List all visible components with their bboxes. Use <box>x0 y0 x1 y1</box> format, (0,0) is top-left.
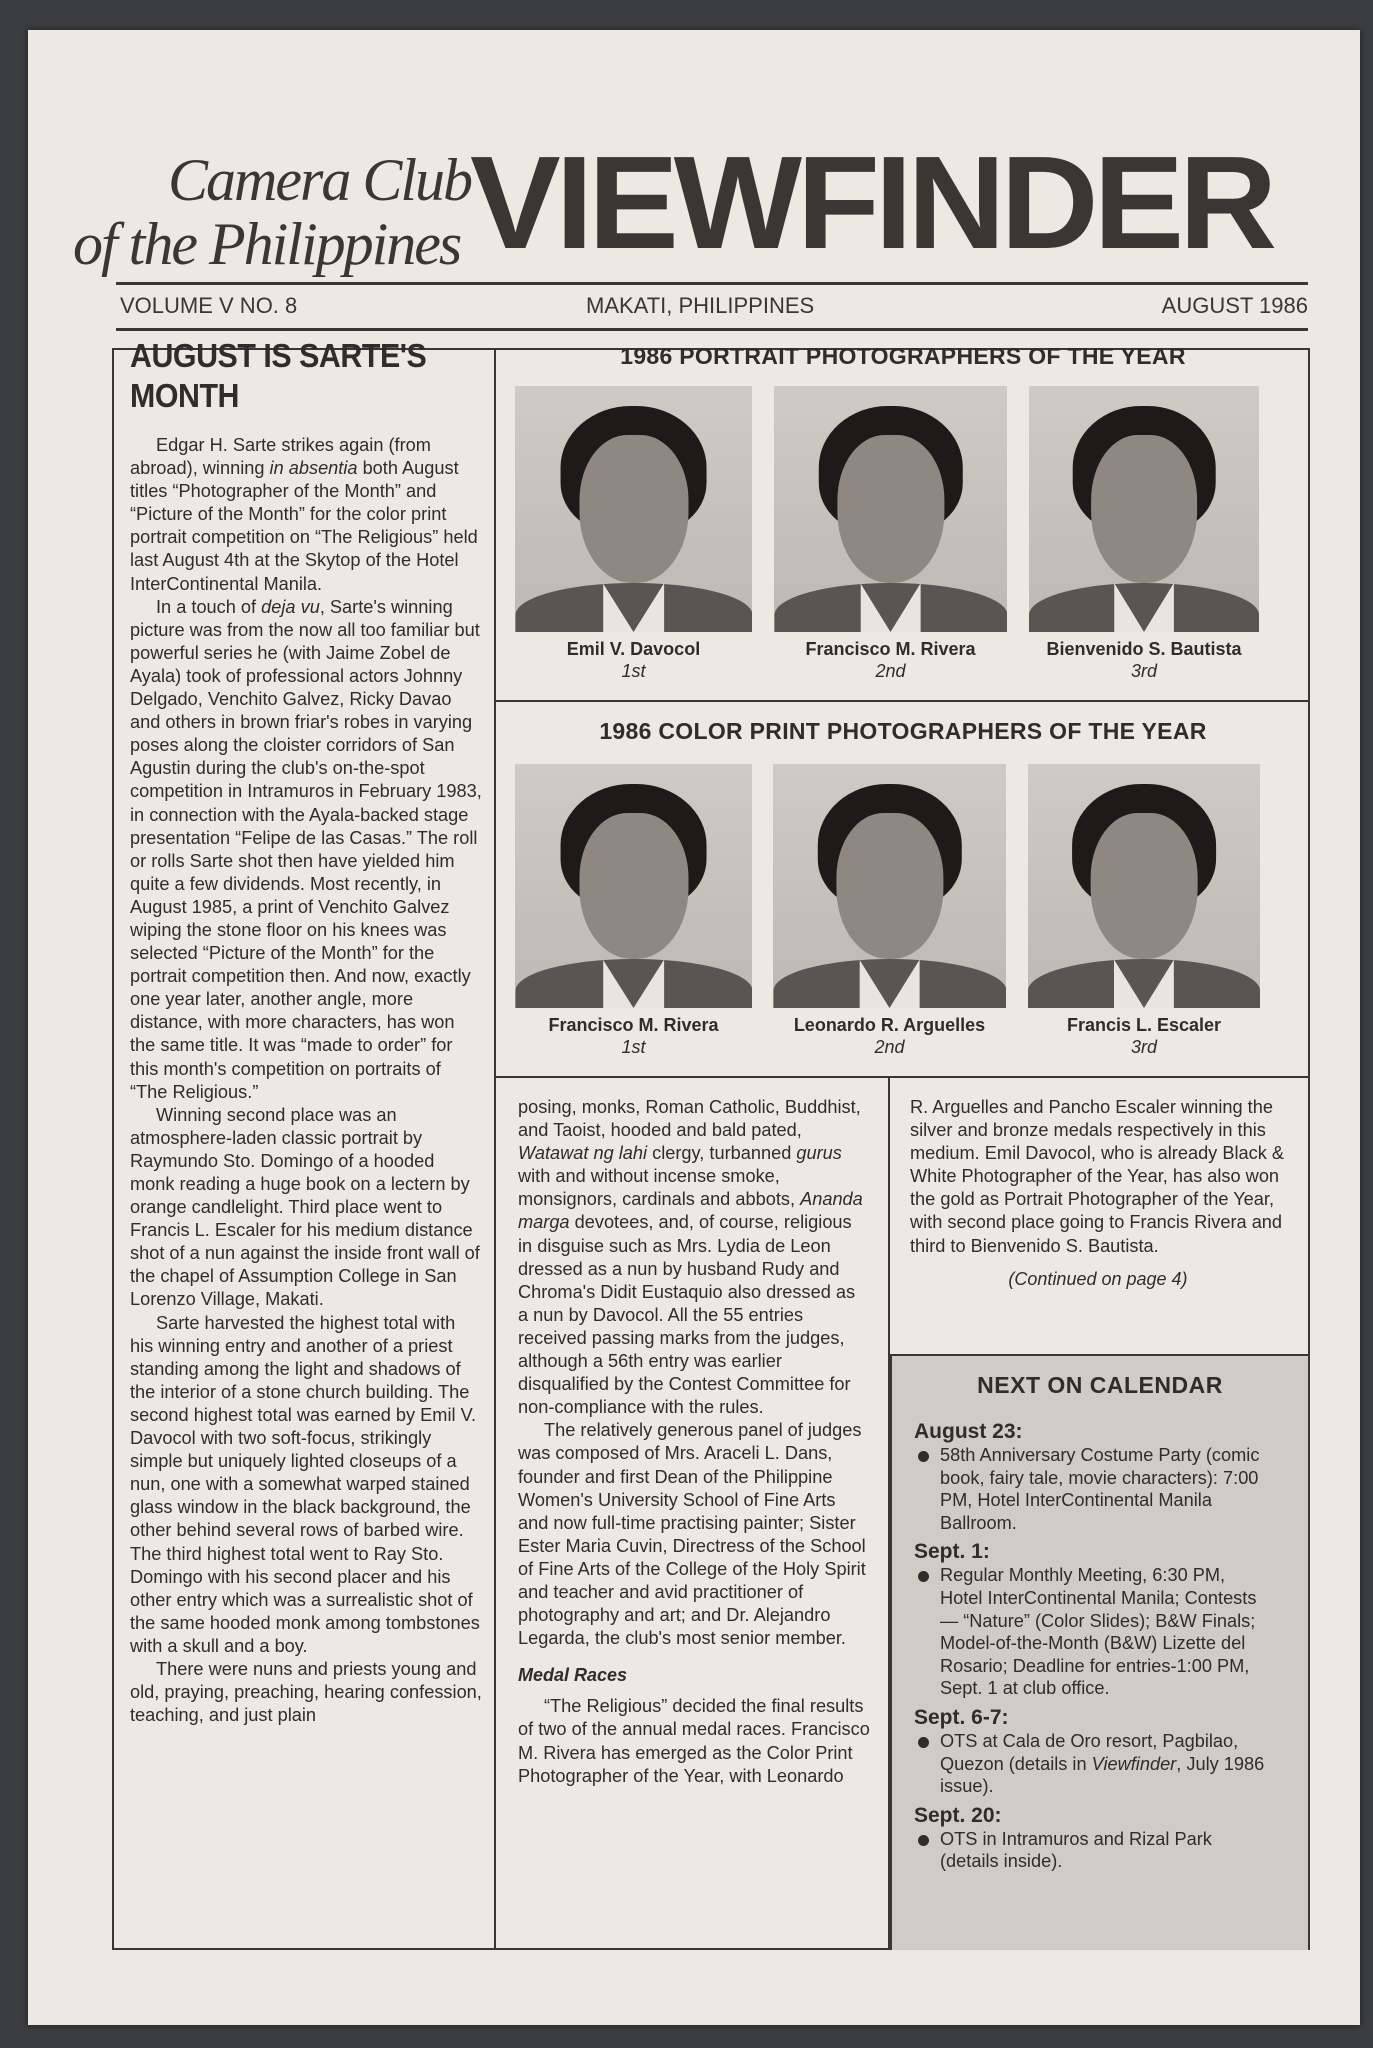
logo-line-1: Camera Club <box>168 147 472 213</box>
middle-body <box>518 1096 870 1788</box>
text-run: posing, monks, Roman Catholic, Buddhist, and Taoist, hooded and bald pated, <box>518 1097 861 1141</box>
lead-paragraph: There were nuns and priests young and old, praying, preaching, hearing confession, teaching, and just plain <box>130 1658 482 1726</box>
text-run: In a touch of <box>156 596 262 617</box>
color-photo-2 <box>773 764 1006 1008</box>
text-run: , Sarte's winning picture was from the now all too familiar but powerful series he (with Jaime Zobel de Ayala) took of professional actors Johnny Delgado, Venchito Galvez, Ricky Davao and others in brown friar's robes in varying poses along the cloister corridors of San Agustin during the club's on-the-spot competition in Intramuros in February 1983, in connection with the Ayala-backed stage presentation “Felipe de las Casas.” The roll or rolls Sarte shot then have yielded him quite a few dividends. Most recently, in August 1985, a print of Venchito Galvez wiping the stone floor on his knees was selected “Picture of the Month” for the portrait competition then. And now, exactly one year later, another angle, more distance, with more characters, has won the same title. It was “made to order” for this month's competition on portraits of “The Religious.” <box>130 596 482 1102</box>
medal-races-subhead: Medal Races <box>518 1665 628 1686</box>
text-run: with and without incense smoke, monsignors, cardinals and abbots, <box>518 1166 801 1210</box>
photo-figure <box>774 583 1007 632</box>
text-run-italic: deja vu <box>261 596 320 617</box>
winner-name: Francisco M. Rivera <box>548 1015 719 1035</box>
winner-name: Bienvenido S. Bautista <box>1046 639 1242 659</box>
winner-name: Leonardo R. Arguelles <box>793 1015 986 1035</box>
color-caption-3 <box>1018 1014 1270 1058</box>
section-divider-1 <box>494 700 1308 702</box>
text-run: Edgar H. Sarte strikes again (from abroad), winning <box>130 435 431 479</box>
lead-body <box>130 434 482 1727</box>
color-photo-3 <box>1028 764 1260 1008</box>
right-column <box>910 1096 1286 1291</box>
photo-figure <box>773 959 1006 1008</box>
lead-paragraph <box>130 596 482 1104</box>
text-run: clergy, turbanned <box>647 1143 797 1164</box>
calendar-event <box>914 1828 1270 1873</box>
middle-paragraph: The relatively generous panel of judges was composed of Mrs. Araceli L. Dans, founder and first Dean of the Philippine Women's University School of Fine Arts and now full-time practising painter; Sister Ester Maria Cuvin, Directress of the School of Fine Arts of the College of the Holy Spirit and teacher and avid practitioner of photography and art; and Dr. Alejandro Legarda, the club's most senior member. <box>518 1420 866 1649</box>
bullet-icon <box>918 1835 929 1846</box>
photo-face <box>836 813 943 959</box>
portrait-caption-3 <box>1019 638 1269 682</box>
middle-paragraph: “The Religious” decided the final results of two of the annual medal races. Francisco M. Rivera has emerged as the Color Print Photographer of the Year, with Leonardo <box>518 1696 870 1786</box>
photo-face <box>1091 813 1198 959</box>
portrait-photo-1 <box>515 386 752 632</box>
continued-note: (Continued on page 4) <box>1008 1268 1188 1289</box>
lead-paragraph <box>130 434 482 596</box>
right-body <box>910 1096 1286 1291</box>
event-text: , July 1986 issue). <box>940 1753 1265 1797</box>
event-text-italic: Viewfinder <box>1091 1753 1177 1774</box>
text-run: both August titles “Photographer of the Month” and “Picture of the Month” for the color print portrait competition on “The Religious” held last August 4th at the Skytop of the Hotel InterContinental Manila. <box>130 458 478 594</box>
column-divider-left <box>494 348 496 1950</box>
volume-number: VOLUME V NO. 8 <box>120 293 298 318</box>
portrait-photo-2 <box>774 386 1007 632</box>
photo-figure <box>515 959 752 1008</box>
winner-rank: 2nd <box>874 1037 905 1057</box>
lead-paragraph: Winning second place was an atmosphere-laden classic portrait by Raymundo Sto. Domingo of a hooded monk reading a huge book on a lectern by orange candlelight. Third place went to Francis L. Escaler for his medium distance shot of a nun against the inside front wall of the chapel of Assumption College in San Lorenzo Village, Makati. <box>130 1104 480 1310</box>
right-paragraph: R. Arguelles and Pancho Escaler winning the silver and bronze medals respectively in this medium. Emil Davocol, who is already Black & White Photographer of the Year, has also won the gold as Portrait Photographer of the Year, with second place going to Francis Rivera and third to Bienvenido S. Bautista. <box>910 1097 1284 1256</box>
color-caption-1 <box>505 1014 762 1058</box>
photo-figure <box>1028 959 1260 1008</box>
issue-location: MAKATI, PHILIPPINES <box>586 293 815 318</box>
color-photo-1 <box>515 764 752 1008</box>
calendar-title: NEXT ON CALENDAR <box>977 1372 1223 1398</box>
masthead-rule-top <box>116 282 1308 285</box>
bullet-icon <box>918 1737 929 1748</box>
calendar-box <box>890 1354 1308 1950</box>
lead-headline: AUGUST IS SARTE'S MONTH <box>130 337 427 414</box>
photo-face <box>579 813 688 959</box>
middle-paragraph <box>518 1096 870 1419</box>
portrait-photo-3 <box>1029 386 1259 632</box>
lead-paragraph: Sarte harvested the highest total with his winning entry and another of a priest standing among the light and shadows of the interior of a stone church building. The second highest total was earned by Emil V. Davocol with two soft-focus, strikingly simple but uniquely lighted closeups of a nun, one with a somewhat warped stained glass window in the black background, the other behind several rows of barbed wire. The third highest total went to Ray Sto. Domingo with his second placer and his other entry which was a surrealistic shot of the same hooded monk among tombstones with a skull and a boy. <box>130 1312 480 1656</box>
calendar-date: Sept. 6-7: <box>914 1705 1009 1729</box>
winner-name: Emil V. Davocol <box>566 639 701 659</box>
lead-article <box>130 336 482 1727</box>
masthead-rule-bottom <box>116 328 1308 331</box>
text-run-italic: Ananda marga <box>518 1189 863 1233</box>
issue-info-bar <box>118 293 1308 323</box>
photo-face <box>837 435 944 583</box>
calendar-date: August 23: <box>914 1420 1023 1443</box>
photo-figure <box>1029 583 1259 632</box>
event-text: OTS at Cala de Oro resort, Pagbilao, Quezon (details in <box>940 1730 1239 1774</box>
bullet-icon <box>918 1451 929 1462</box>
text-run-italic: gurus <box>796 1143 842 1164</box>
text-run-italic: Watawat ng lahi <box>518 1143 648 1164</box>
color-caption-2 <box>763 1014 1016 1058</box>
portrait-caption-2 <box>764 638 1017 682</box>
winner-name: Francis L. Escaler <box>1066 1015 1222 1035</box>
portrait-caption-1 <box>505 638 762 682</box>
portrait-section-title: 1986 PORTRAIT PHOTOGRAPHERS OF THE YEAR <box>620 343 1186 369</box>
calendar-event <box>914 1564 1270 1700</box>
calendar-date: Sept. 1: <box>914 1540 990 1564</box>
middle-column <box>518 1096 870 1788</box>
bullet-icon <box>918 1571 929 1582</box>
winner-rank: 3rd <box>1130 661 1157 681</box>
winner-rank: 1st <box>621 1037 646 1057</box>
logo-line-2: of the Philippines <box>73 211 461 277</box>
winner-rank: 1st <box>621 661 646 681</box>
calendar-date: Sept. 20: <box>914 1803 1002 1827</box>
event-text: 58th Anniversary Costume Party (comic book, fairy tale, movie characters): 7:00 PM, Hotel InterContinental Manila Ballroom. <box>940 1445 1260 1533</box>
photo-face <box>579 435 688 583</box>
color-section-title: 1986 COLOR PRINT PHOTOGRAPHERS OF THE YEAR <box>599 718 1207 744</box>
photo-figure <box>515 583 752 632</box>
calendar-event <box>914 1730 1270 1798</box>
section-divider-2 <box>494 1076 1308 1078</box>
photo-face <box>1091 435 1197 583</box>
calendar-event <box>914 1444 1270 1534</box>
text-run-italic: in absentia <box>269 458 358 479</box>
winner-rank: 2nd <box>875 661 906 681</box>
issue-date: AUGUST 1986 <box>1161 293 1308 318</box>
club-logo-script <box>73 122 493 292</box>
event-text: OTS in Intramuros and Rizal Park (details inside). <box>940 1828 1212 1872</box>
newsletter-page <box>28 30 1360 2025</box>
winner-rank: 3rd <box>1130 1037 1157 1057</box>
text-run: devotees, and, of course, religious in disguise such as Mrs. Lydia de Leon dressed as a nun by husband Rudy and Chroma's Didit Eustaquio also dressed as a nun by Davocol. All the 55 entries received passing marks from the judges, although a 56th entry was earlier disqualified by the Contest Committee for non-compliance with the rules. <box>518 1212 856 1418</box>
winner-name: Francisco M. Rivera <box>805 639 976 659</box>
calendar-list <box>914 1414 1270 1873</box>
event-text: Regular Monthly Meeting, 6:30 PM, Hotel InterContinental Manila; Contests — “Nature” (Color Slides); B&W Finals; Model-of-the-Month (B&W) Lizette del Rosario; Deadline for entries-1:00 PM, Sept. 1 at club office. <box>940 1565 1257 1699</box>
newsletter-title: VIEWFINDER <box>470 129 1273 276</box>
